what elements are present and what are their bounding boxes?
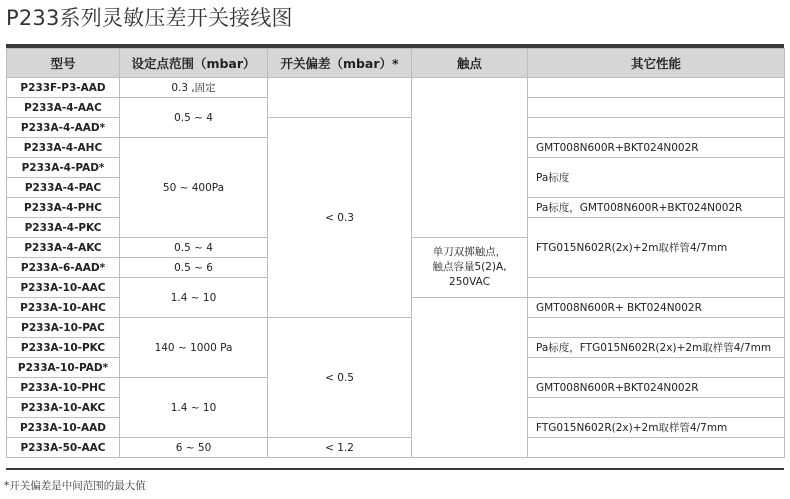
model-cell: P233A-6-AAD* <box>7 258 120 278</box>
header-diff: 开关偏差（mbar）* <box>268 49 412 78</box>
header-model: 型号 <box>7 49 120 78</box>
model-cell: P233A-4-AAC <box>7 98 120 118</box>
contact-cell-top <box>412 78 528 238</box>
model-cell: P233A-10-PKC <box>7 338 120 358</box>
model-cell: P233A-10-PAC <box>7 318 120 338</box>
perf-cell: GMT008N600R+ BKT024N002R <box>528 298 785 318</box>
perf-cell: Pa标度 <box>528 158 785 198</box>
setpoint-cell: 1.4 ~ 10 <box>120 278 268 318</box>
page-title: P233系列灵敏压差开关接线图 <box>6 6 293 30</box>
perf-cell <box>528 78 785 98</box>
model-cell: P233A-10-PAD* <box>7 358 120 378</box>
perf-cell: GMT008N600R+BKT024N002R <box>528 378 785 398</box>
setpoint-cell: 0.5 ~ 4 <box>120 238 268 258</box>
table-header-row <box>7 49 785 78</box>
model-cell: P233A-10-AKC <box>7 398 120 418</box>
perf-cell <box>528 118 785 138</box>
setpoint-cell: 0.5 ~ 6 <box>120 258 268 278</box>
model-cell: P233A-4-PKC <box>7 218 120 238</box>
model-cell: P233A-4-AAD* <box>7 118 120 138</box>
model-cell: P233A-4-AKC <box>7 238 120 258</box>
model-cell: P233A-4-PAC <box>7 178 120 198</box>
contact-line-1: 单刀双掷触点， <box>432 246 507 258</box>
perf-cell: Pa标度，FTG015N602R(2x)+2m取样管4/7mm <box>528 338 785 358</box>
model-cell: P233A-4-PHC <box>7 198 120 218</box>
table-bottom-rule <box>6 468 784 470</box>
contact-description <box>412 238 528 298</box>
model-cell: P233A-10-AAD <box>7 418 120 438</box>
perf-cell: Pa标度，GMT008N600R+BKT024N002R <box>528 198 785 218</box>
setpoint-cell: 50 ~ 400Pa <box>120 138 268 238</box>
diff-cell: < 0.5 <box>268 318 412 438</box>
perf-cell <box>528 438 785 458</box>
model-cell: P233A-4-PAD* <box>7 158 120 178</box>
diff-cell <box>268 78 412 118</box>
setpoint-cell: 0.3 ,固定 <box>120 78 268 98</box>
model-cell: P233A-10-AHC <box>7 298 120 318</box>
table-row <box>7 78 785 98</box>
model-cell: P233A-50-AAC <box>7 438 120 458</box>
header-setpoint: 设定点范围（mbar） <box>120 49 268 78</box>
perf-cell <box>528 358 785 378</box>
perf-cell: GMT008N600R+BKT024N002R <box>528 138 785 158</box>
setpoint-cell: 6 ~ 50 <box>120 438 268 458</box>
model-cell: P233A-10-PHC <box>7 378 120 398</box>
header-contact: 触点 <box>412 49 528 78</box>
model-cell: P233F-P3-AAD <box>7 78 120 98</box>
model-cell: P233A-4-AHC <box>7 138 120 158</box>
setpoint-cell: 140 ~ 1000 Pa <box>120 318 268 378</box>
perf-cell: FTG015N602R(2x)+2m取样管4/7mm <box>528 418 785 438</box>
perf-cell <box>528 278 785 298</box>
perf-cell <box>528 318 785 338</box>
diff-cell: < 1.2 <box>268 438 412 458</box>
header-perf: 其它性能 <box>528 49 785 78</box>
perf-cell: FTG015N602R(2x)+2m取样管4/7mm <box>528 218 785 278</box>
model-cell: P233A-10-AAC <box>7 278 120 298</box>
setpoint-cell: 0.5 ~ 4 <box>120 98 268 138</box>
setpoint-cell: 1.4 ~ 10 <box>120 378 268 438</box>
perf-cell <box>528 98 785 118</box>
diff-cell: < 0.3 <box>268 118 412 318</box>
table-row <box>7 438 785 458</box>
perf-cell <box>528 398 785 418</box>
contact-line-2: 触点容量5(2)A, <box>432 261 507 273</box>
contact-cell-bottom <box>412 298 528 458</box>
table-row <box>7 318 785 338</box>
contact-line-3: 250VAC <box>449 276 490 288</box>
wiring-spec-table <box>6 48 785 458</box>
footnote: *开关偏差是中间范围的最大值 <box>4 480 146 492</box>
